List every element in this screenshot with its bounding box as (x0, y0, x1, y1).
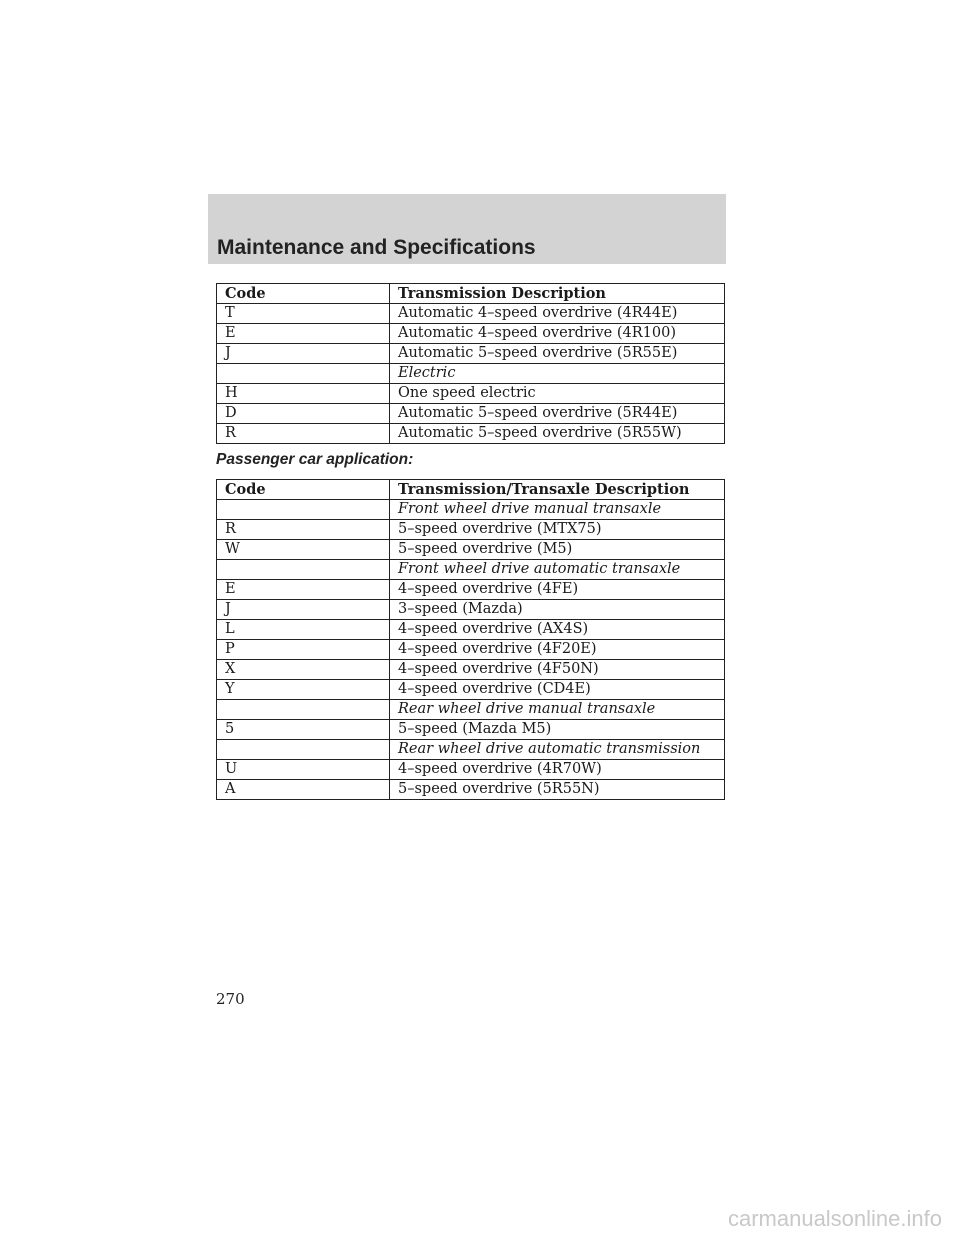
page-number: 270 (216, 990, 245, 1008)
code-cell: X (217, 660, 390, 680)
code-cell (217, 560, 390, 580)
description-cell: Automatic 5–speed overdrive (5R44E) (390, 404, 725, 424)
description-cell: 4–speed overdrive (CD4E) (390, 680, 725, 700)
code-cell: E (217, 324, 390, 344)
code-cell: J (217, 600, 390, 620)
table-row (217, 520, 725, 540)
code-cell: U (217, 760, 390, 780)
description-cell: 5–speed overdrive (MTX75) (390, 520, 725, 540)
watermark: carmanualsonline.info (727, 1206, 942, 1231)
code-cell: 5 (217, 720, 390, 740)
description-cell: 5–speed (Mazda M5) (390, 720, 725, 740)
header-code: Code (217, 480, 390, 500)
table-row (217, 580, 725, 600)
description-cell: 5–speed overdrive (5R55N) (390, 780, 725, 800)
description-cell: 3–speed (Mazda) (390, 600, 725, 620)
header-code: Code (217, 284, 390, 304)
table-row (217, 344, 725, 364)
table-header-row (217, 480, 725, 500)
description-cell: Automatic 5–speed overdrive (5R55E) (390, 344, 725, 364)
header-description: Transmission/Transaxle Description (390, 480, 725, 500)
table-row (217, 760, 725, 780)
category-cell: Front wheel drive manual transaxle (390, 500, 725, 520)
table-row (217, 424, 725, 444)
code-cell: T (217, 304, 390, 324)
table-row (217, 600, 725, 620)
table-row (217, 384, 725, 404)
passenger-car-transmission-table (216, 479, 725, 800)
table-row (217, 500, 725, 520)
description-cell: 4–speed overdrive (4R70W) (390, 760, 725, 780)
table-row (217, 364, 725, 384)
table-row (217, 780, 725, 800)
description-cell: 4–speed overdrive (4FE) (390, 580, 725, 600)
table-row (217, 540, 725, 560)
table-row (217, 660, 725, 680)
code-cell: R (217, 424, 390, 444)
description-cell: 4–speed overdrive (4F20E) (390, 640, 725, 660)
code-cell (217, 740, 390, 760)
description-cell: 4–speed overdrive (AX4S) (390, 620, 725, 640)
code-cell: L (217, 620, 390, 640)
transmission-code-table (216, 283, 725, 444)
description-cell: 4–speed overdrive (4F50N) (390, 660, 725, 680)
table-row (217, 324, 725, 344)
description-cell: Automatic 4–speed overdrive (4R100) (390, 324, 725, 344)
passenger-car-heading: Passenger car application: (216, 451, 414, 468)
code-cell: Y (217, 680, 390, 700)
category-cell: Electric (390, 364, 725, 384)
description-cell: One speed electric (390, 384, 725, 404)
code-cell (217, 500, 390, 520)
table-row (217, 640, 725, 660)
section-header-band (208, 194, 726, 264)
table-row (217, 304, 725, 324)
category-cell: Front wheel drive automatic transaxle (390, 560, 725, 580)
code-cell (217, 700, 390, 720)
table-row (217, 560, 725, 580)
code-cell: W (217, 540, 390, 560)
table-row (217, 720, 725, 740)
code-cell: H (217, 384, 390, 404)
code-cell: A (217, 780, 390, 800)
page-section-title: Maintenance and Specifications (217, 236, 536, 259)
table-row (217, 680, 725, 700)
table-row (217, 740, 725, 760)
code-cell: E (217, 580, 390, 600)
category-cell: Rear wheel drive manual transaxle (390, 700, 725, 720)
code-cell (217, 364, 390, 384)
description-cell: Automatic 4–speed overdrive (4R44E) (390, 304, 725, 324)
header-description: Transmission Description (390, 284, 725, 304)
category-cell: Rear wheel drive automatic transmission (390, 740, 725, 760)
description-cell: Automatic 5–speed overdrive (5R55W) (390, 424, 725, 444)
table-row (217, 700, 725, 720)
description-cell: 5–speed overdrive (M5) (390, 540, 725, 560)
code-cell: J (217, 344, 390, 364)
code-cell: P (217, 640, 390, 660)
table-row (217, 404, 725, 424)
table-row (217, 620, 725, 640)
table-header-row (217, 284, 725, 304)
code-cell: D (217, 404, 390, 424)
code-cell: R (217, 520, 390, 540)
